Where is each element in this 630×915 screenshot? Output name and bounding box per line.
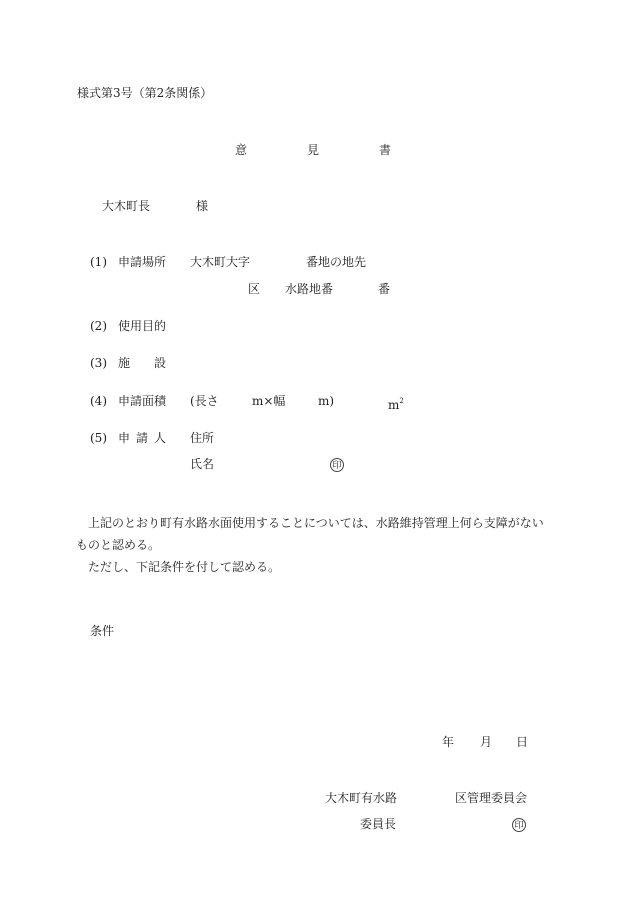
date-year: 年: [442, 735, 455, 749]
item-5-label-b: 請: [136, 431, 149, 445]
item-4-label: 申請面積: [118, 394, 167, 408]
title-char-1: 意: [235, 143, 248, 157]
item-4-width: m×幅: [252, 394, 286, 408]
addressee-name: 大木町長: [102, 199, 151, 213]
issuer-org-b: 区管理委員会: [455, 791, 528, 805]
item-1-district: 区: [248, 282, 261, 296]
title-char-2: 見: [307, 143, 320, 157]
item-5-number: (5): [90, 431, 107, 445]
date-month: 月: [480, 735, 493, 749]
item-4-unit-m: m: [388, 398, 400, 412]
item-4-number: (4): [90, 394, 107, 408]
issuer-chair: 委員長: [360, 817, 397, 831]
item-5-label-a: 申: [118, 431, 131, 445]
item-1-village: 大木町大字: [190, 255, 251, 269]
item-4-length-open: (長さ: [190, 394, 219, 408]
addressee-honorific: 様: [196, 199, 209, 213]
issuer-seal-mark: 印: [512, 818, 526, 832]
item-1-ban: 番: [378, 282, 391, 296]
date-day: 日: [516, 735, 529, 749]
item-1-waterway-lot: 水路地番: [285, 282, 334, 296]
item-5-label-c: 人: [154, 431, 167, 445]
applicant-name-label: 氏名: [190, 457, 215, 471]
item-4-close: m): [318, 394, 335, 408]
item-1-lot-text: 番地の地先: [306, 255, 367, 269]
item-4-area-unit: [388, 393, 404, 413]
body-paragraph-1: 上記のとおり町有水路水面使用することについては、水路維持管理上何ら支障がないものと認める。: [76, 516, 544, 552]
item-3-number: (3): [90, 356, 107, 370]
conditions-label: 条件: [90, 624, 115, 638]
item-3-label-a: 施: [118, 356, 131, 370]
applicant-address-label: 住所: [190, 431, 215, 445]
issuer-org-a: 大木町有水路: [325, 791, 398, 805]
body-paragraph-2: ただし、下記条件を付して認める。: [88, 560, 281, 574]
form-number: 様式第3号（第2条関係）: [77, 86, 213, 100]
item-1-number: (1): [90, 255, 107, 269]
item-4-unit-squared: 2: [399, 397, 404, 405]
item-3-label-b: 設: [154, 356, 167, 370]
item-1-label: 申請場所: [118, 255, 167, 269]
item-2-number: (2): [90, 319, 107, 333]
title-char-3: 書: [379, 143, 392, 157]
item-2-label: 使用目的: [118, 319, 167, 333]
body-text: [76, 512, 546, 578]
applicant-seal-mark: 印: [330, 458, 344, 472]
